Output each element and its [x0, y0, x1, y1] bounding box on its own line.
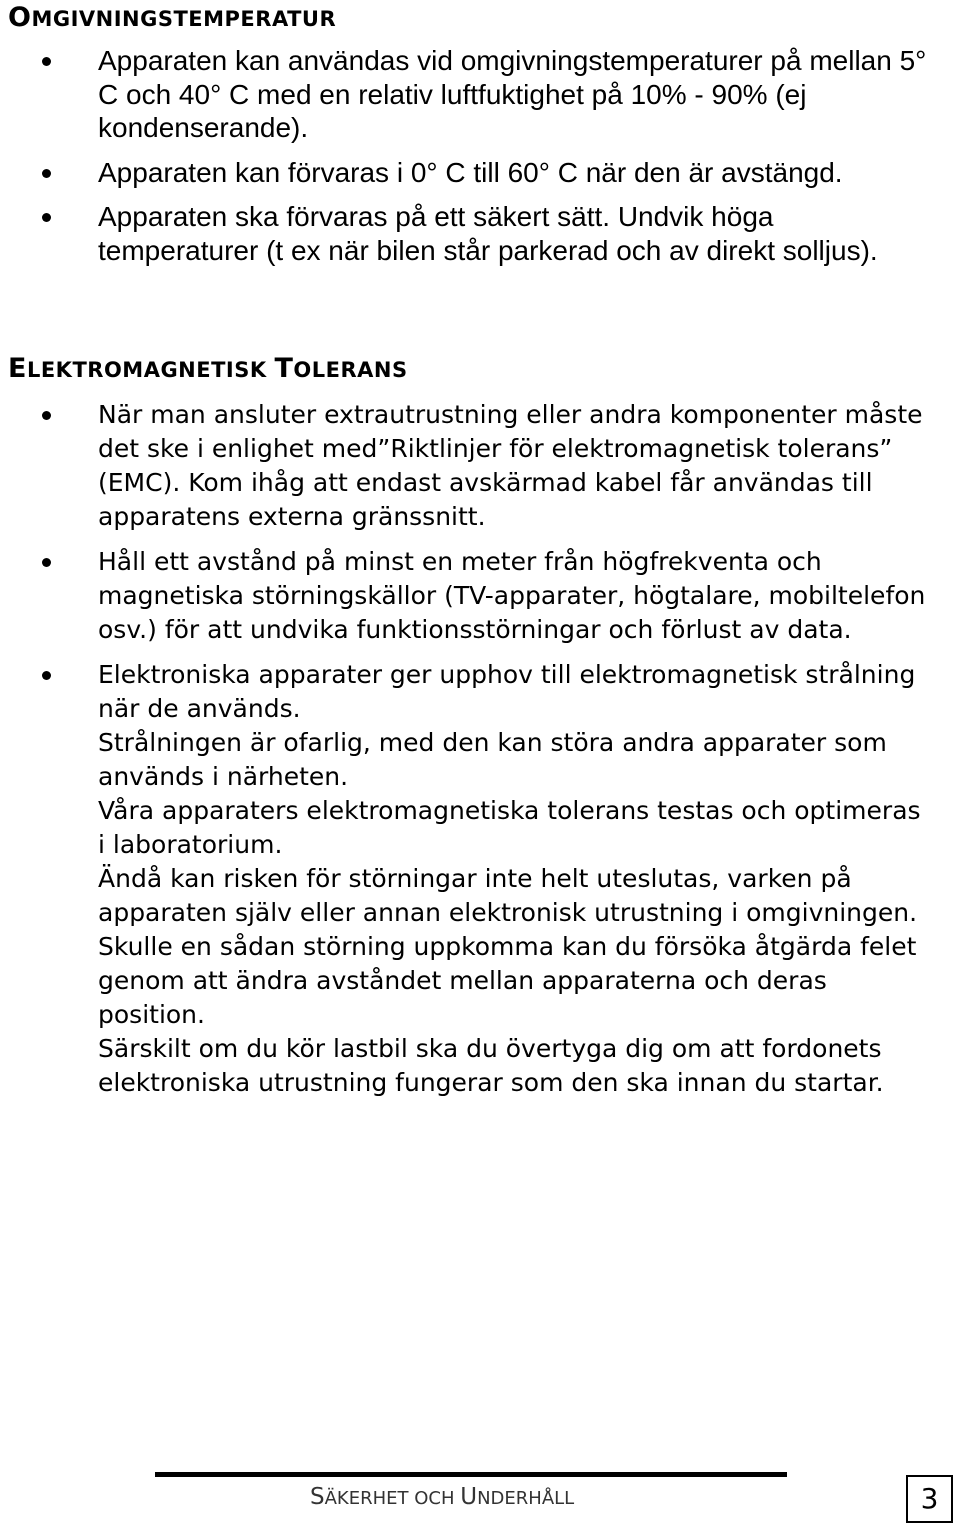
- footer-title: SÄKERHET OCH UNDERHÅLL: [310, 1484, 575, 1510]
- section-heading-emc: ELEKTROMAGNETISK TOLERANS: [8, 353, 408, 384]
- paragraph: Elektroniska apparater ger upphov till elektromagnetisk strålning när de används.: [98, 660, 916, 723]
- list-item: Håll ett avstånd på minst en meter från högfrekventa och magnetiska störningskällor (TV-apparater, högtalare, mobiltelefon osv.) för att undvika funktionsstörningar och förlust av data.: [0, 545, 930, 647]
- list-item: När man ansluter extrautrustning eller andra komponenter måste det ske i enlighet med”Riktlinjer för elektromagnetisk tolerans” (EMC). Kom ihåg att endast avskärmad kabel får användas till apparatens externa gränssnitt.: [0, 398, 930, 534]
- section-heading-ambient-temperature: OMGIVNINGSTEMPERATUR: [8, 2, 337, 33]
- list-item: Apparaten ska förvaras på ett säkert sätt. Undvik höga temperaturer (t ex när bilen står parkerad och av direkt solljus).: [0, 200, 930, 267]
- emc-list: [0, 398, 930, 1111]
- paragraph: Våra apparaters elektromagnetiska tolerans testas och optimeras i laboratorium.: [98, 796, 921, 859]
- bullet-icon: [42, 169, 51, 178]
- footer-rule: [155, 1472, 787, 1477]
- list-item: Apparaten kan förvaras i 0° C till 60° C när den är avstängd.: [0, 156, 930, 190]
- bullet-icon: [42, 671, 51, 680]
- bullet-icon: [42, 57, 51, 66]
- bullet-icon: [42, 411, 51, 420]
- paragraph: Ändå kan risken för störningar inte helt uteslutas, varken på apparaten själv eller annan elektronisk utrustning i omgivningen.: [98, 864, 918, 927]
- ambient-temperature-list: [0, 44, 930, 278]
- list-item: [0, 658, 930, 1100]
- list-item: Apparaten kan användas vid omgivningstemperaturer på mellan 5° C och 40° C med en relativ luftfuktighet på 10% - 90% (ej kondenserande).: [0, 44, 930, 145]
- bullet-icon: [42, 213, 51, 222]
- bullet-icon: [42, 558, 51, 567]
- paragraph: Skulle en sådan störning uppkomma kan du försöka åtgärda felet genom att ändra avståndet mellan apparaterna och deras position.: [98, 932, 917, 1029]
- page-number: 3: [906, 1475, 953, 1523]
- paragraph: Strålningen är ofarlig, med den kan störa andra apparater som används i närheten.: [98, 728, 887, 791]
- paragraph: Särskilt om du kör lastbil ska du övertyga dig om att fordonets elektroniska utrustning fungerar som den ska innan du startar.: [98, 1034, 884, 1097]
